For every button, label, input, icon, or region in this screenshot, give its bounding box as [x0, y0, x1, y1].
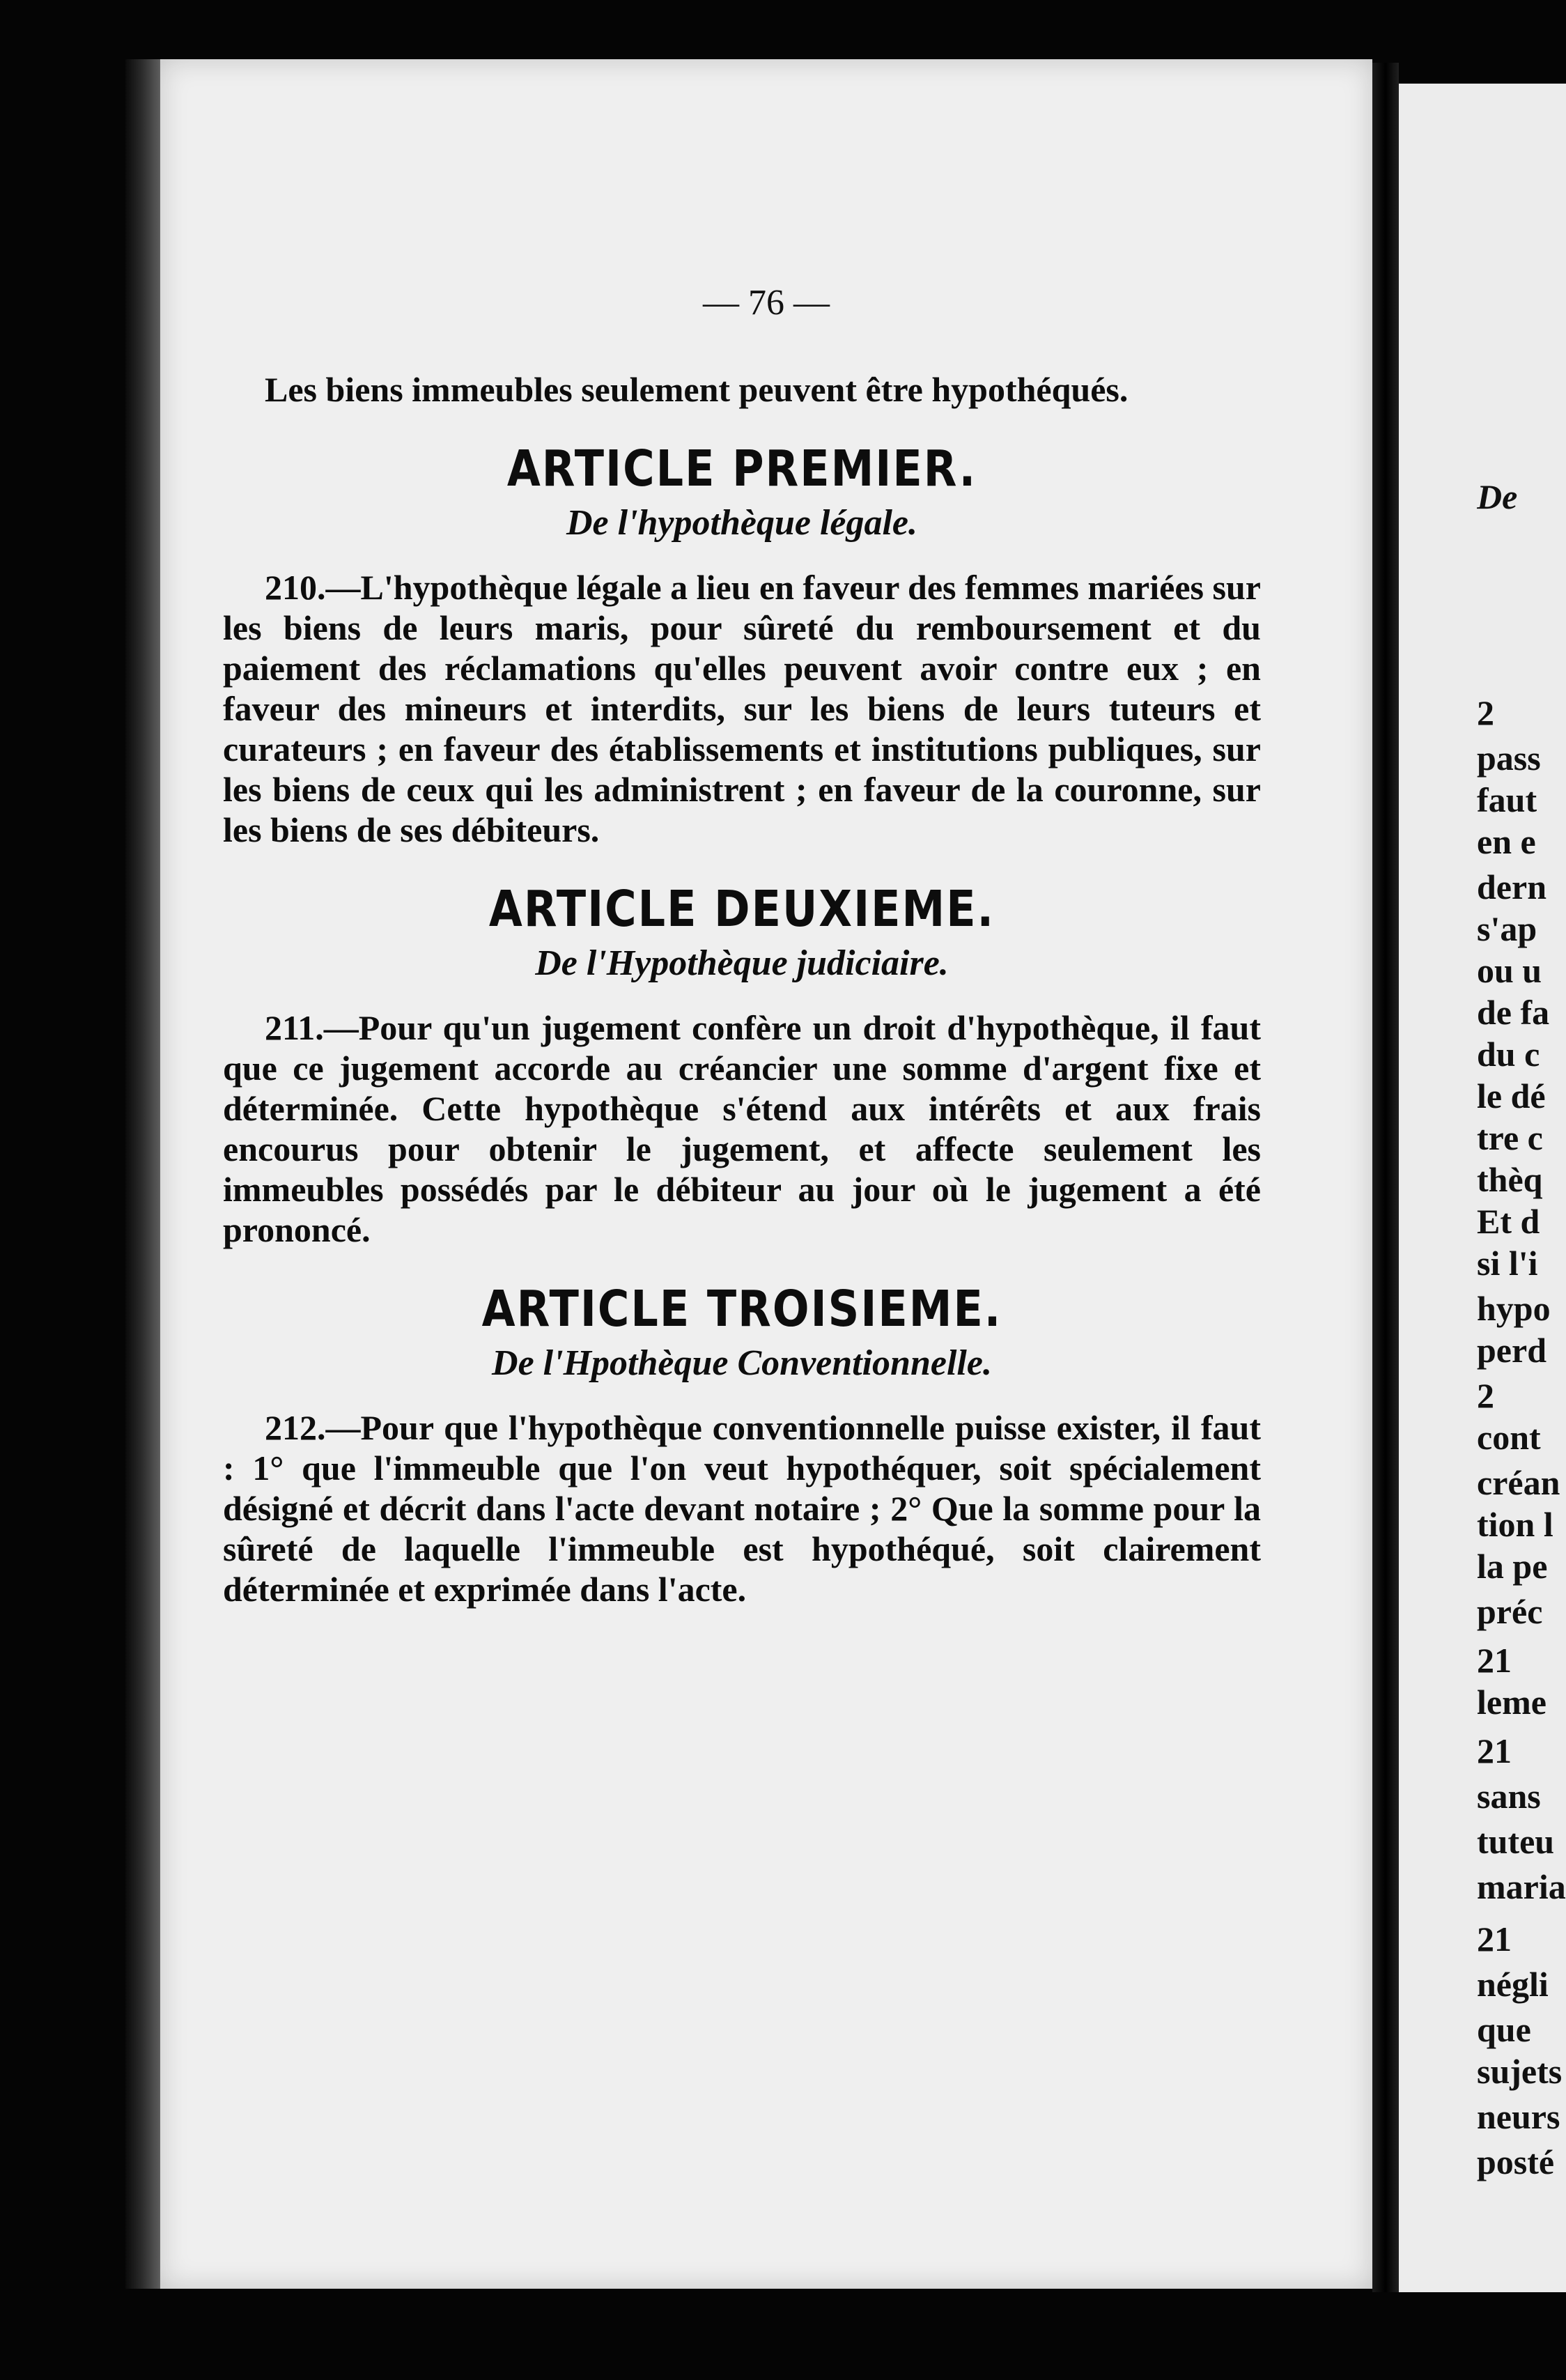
facing-page-line: 21 — [1477, 1641, 1512, 1680]
article-1-paragraph: 210.—L'hypothèque légale a lieu en faveur des femmes mariées sur les biens de leurs maris, pour sûreté du remboursement et du paiement des réclamations qu'elles peuvent avoir contre eux ; en faveur des mineurs et interdits, sur les biens de leurs tuteurs et curateurs ; en faveur des établissements et institutions publiques, sur les biens de ceux qui les administrent ; en faveur de la couronne, sur les biens de ses débiteurs. — [223, 568, 1261, 849]
facing-page-line: posté — [1477, 2142, 1555, 2181]
facing-page-line: thèq — [1477, 1160, 1543, 1199]
facing-page-line: le dé — [1477, 1076, 1546, 1115]
facing-page-line: négli — [1477, 1965, 1549, 2004]
facing-page-line: ou u — [1477, 951, 1542, 990]
facing-page-line: perd — [1477, 1331, 1546, 1370]
facing-page-line: de fa — [1477, 993, 1550, 1032]
facing-page-line: que — [1477, 2010, 1531, 2049]
page-gutter — [1372, 63, 1399, 2292]
facing-page-line: du c — [1477, 1035, 1540, 1074]
facing-page-line: préc — [1477, 1592, 1543, 1631]
article-2-subtitle: De l'Hypothèque judiciaire. — [535, 943, 949, 983]
article-2-paragraph: 211.—Pour qu'un jugement confère un droit d'hypothèque, il faut que ce jugement accorde au créancier une somme d'argent fixe et déterminée. Cette hypothèque s'étend aux intérêts et aux frais encourus pour obtenir le jugement, et affecte seulement les immeubles possédés par le débiteur au jour où le jugement a été prononcé. — [223, 1008, 1261, 1249]
facing-page-line: Et d — [1477, 1202, 1540, 1241]
page-body — [223, 369, 1261, 1609]
facing-page-line: tre c — [1477, 1118, 1543, 1157]
facing-page-line: hypo — [1477, 1289, 1551, 1328]
article-1-title: ARTICLE PREMIER. — [506, 439, 977, 498]
facing-page-line: sujets — [1477, 2052, 1563, 2091]
article-3-title: ARTICLE TROISIEME. — [481, 1279, 1002, 1338]
facing-page-line: 2 — [1477, 1376, 1494, 1415]
facing-page-line: s'ap — [1477, 909, 1537, 948]
facing-page-line: si l'i — [1477, 1244, 1538, 1283]
facing-page-line: faut — [1477, 780, 1537, 819]
article-2-title: ARTICLE DEUXIEME. — [488, 879, 995, 938]
article-3-paragraph: 212.—Pour que l'hypothèque conventionnelle puisse exister, il faut : 1° que l'immeuble que l'on veut hypothéquer, soit spécialement désigné et décrit dans l'acte devant notaire ; 2° Que la somme pour la sûreté de laquelle l'immeuble est hypothéqué, soit clairement déterminée et exprimée dans l'acte. — [223, 1408, 1261, 1609]
facing-page-line: cont — [1477, 1418, 1541, 1457]
facing-page-line: 21 — [1477, 1731, 1512, 1770]
facing-page-line: en e — [1477, 822, 1536, 861]
facing-page-line: 21 — [1477, 1919, 1512, 1958]
facing-page-line: créan — [1477, 1463, 1560, 1502]
facing-page-line: 2 — [1477, 693, 1494, 732]
intro-paragraph: Les biens immeubles seulement peuvent être hypothéqués. — [265, 370, 1129, 409]
facing-page-line: leme — [1477, 1683, 1546, 1722]
facing-page-line: De — [1477, 477, 1518, 516]
facing-page-line: dern — [1477, 867, 1546, 906]
page-number: — 76 — — [703, 283, 830, 323]
article-1-subtitle: De l'hypothèque légale. — [566, 503, 918, 543]
facing-page-line: sans — [1477, 1777, 1541, 1816]
facing-page-line: neurs — [1477, 2097, 1560, 2136]
facing-page-line: la pe — [1477, 1547, 1548, 1586]
facing-page-line: pass — [1477, 739, 1541, 778]
facing-page-line: maria — [1477, 1867, 1566, 1906]
facing-page-line: tion l — [1477, 1505, 1553, 1544]
facing-page-line: tuteu — [1477, 1822, 1555, 1861]
article-3-subtitle: De l'Hpothèque Conventionnelle. — [492, 1343, 992, 1383]
